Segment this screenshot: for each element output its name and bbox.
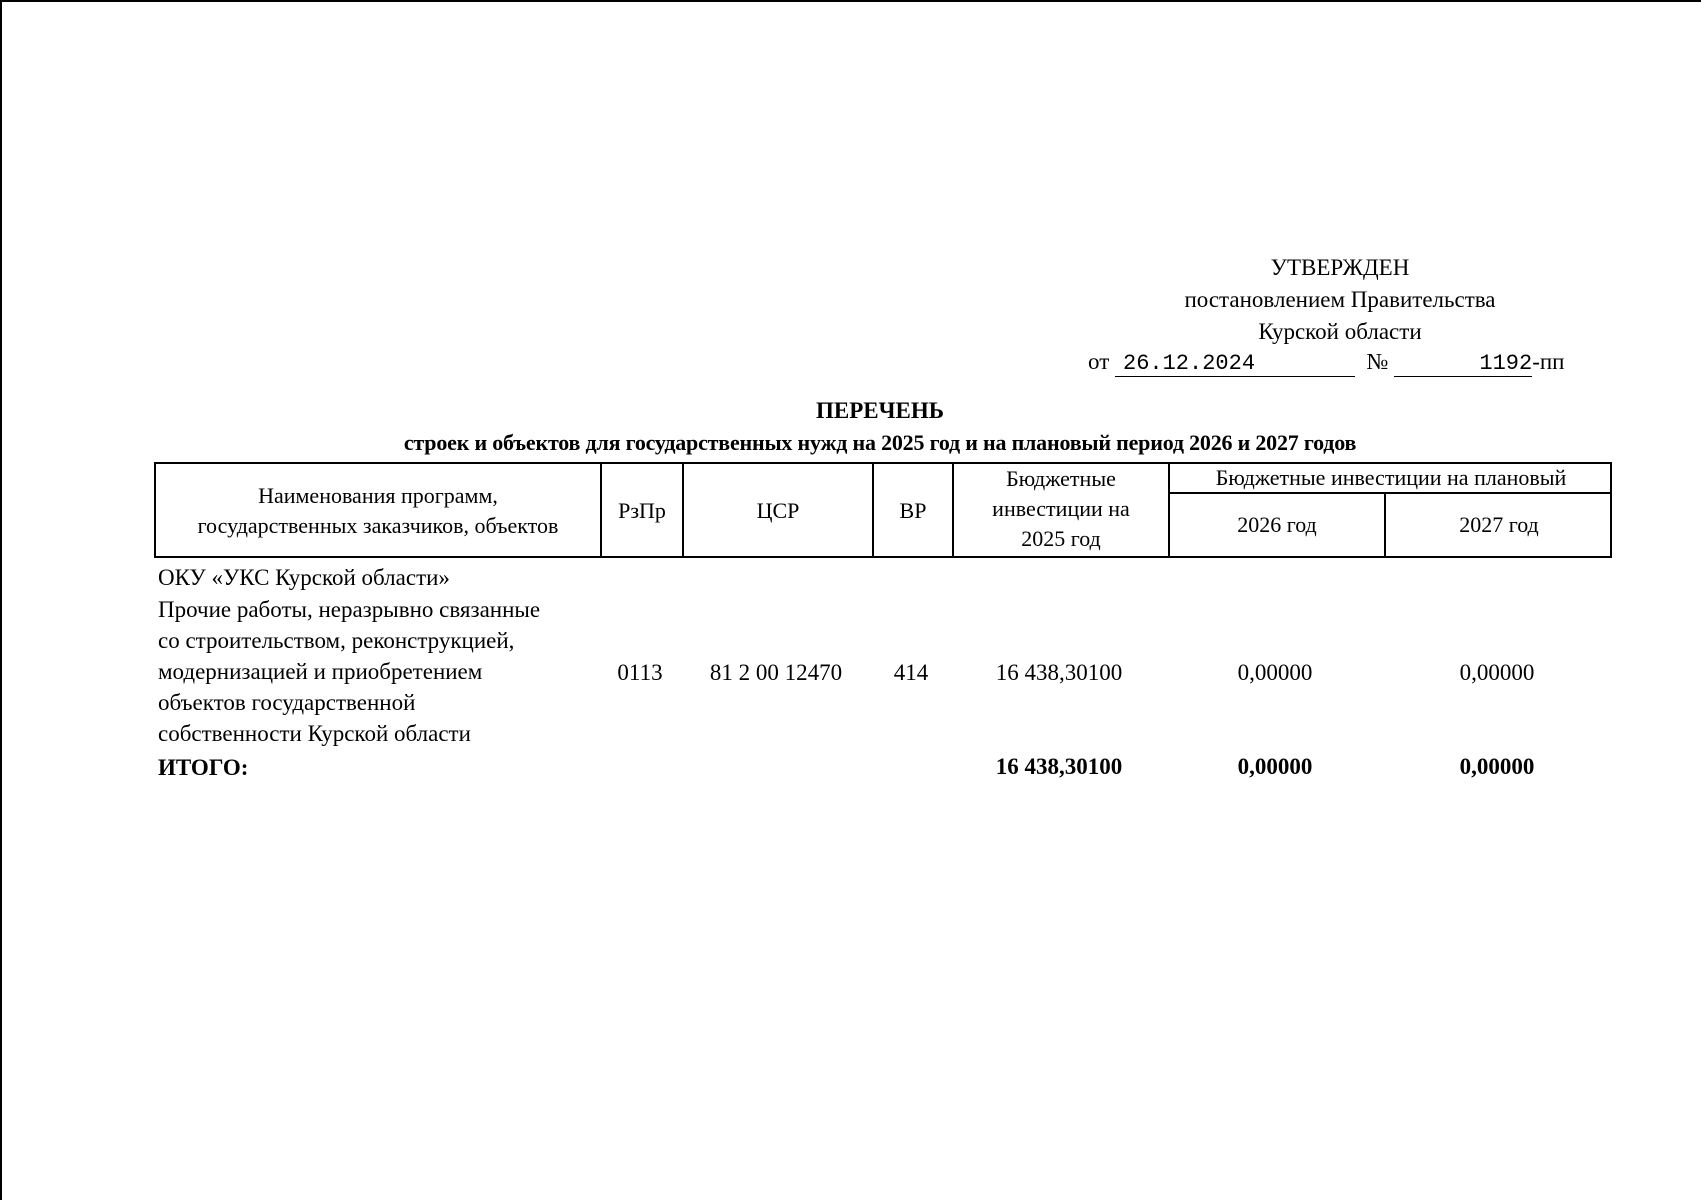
document-subtitle: строек и объектов для государственных нужд на 2025 год и на плановый период 2026 и 2027 годов [403, 430, 1357, 455]
row-2026: 0,00000 [1237, 660, 1313, 685]
row-csr: 81 2 00 12470 [709, 660, 843, 685]
table-header [154, 462, 1612, 558]
header-csr: ЦСР [756, 498, 800, 523]
approval-date: 26.12.2024 [1115, 352, 1355, 377]
row-rzpr: 0113 [617, 660, 663, 685]
approval-number: 1192 [1394, 352, 1532, 377]
row-vr: 414 [893, 660, 929, 685]
approval-date-number [1088, 349, 1564, 377]
row-2027: 0,00000 [1459, 660, 1535, 685]
approval-line-2: постановлением Правительства [1184, 287, 1496, 312]
header-vr: ВР [899, 498, 927, 523]
from-label: от [1088, 349, 1110, 374]
number-label: № [1366, 349, 1389, 374]
customer-name: ОКУ «УКС Курской области» [158, 565, 450, 590]
total-2026: 0,00000 [1237, 754, 1313, 779]
row-name: Прочие работы, неразрывно связанные со строительством, реконструкцией, модернизацией и приобретением объектов государственной собственности Курской области [158, 597, 541, 746]
header-name: Наименования программ, государственных заказчиков, объектов [197, 483, 559, 538]
document-title: ПЕРЕЧЕНЬ [816, 398, 944, 423]
total-2027: 0,00000 [1459, 754, 1535, 779]
row-2025: 16 438,30100 [995, 660, 1123, 685]
header-2027: 2027 год [1459, 512, 1539, 537]
header-invest-2025: Бюджетные инвестиции на 2025 год [992, 466, 1130, 551]
header-rzpr: РзПр [618, 498, 666, 523]
header-2026: 2026 год [1237, 512, 1317, 537]
total-2025: 16 438,30100 [995, 754, 1123, 779]
number-suffix: -пп [1532, 349, 1565, 374]
scan-border-top [0, 0, 1701, 2]
approval-line-3: Курской области [1258, 319, 1422, 344]
header-planned: Бюджетные инвестиции на плановый [1215, 465, 1567, 490]
scan-border-left [0, 0, 2, 1200]
approval-title: УТВЕРЖДЕН [1270, 255, 1410, 280]
total-label: ИТОГО: [158, 755, 249, 780]
